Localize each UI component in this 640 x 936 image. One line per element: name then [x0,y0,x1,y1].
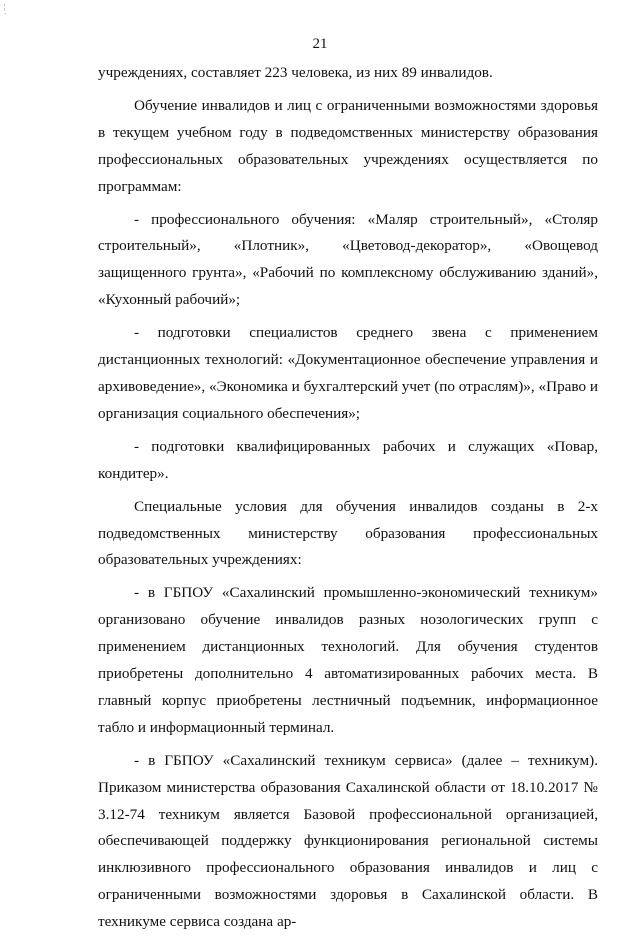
paragraph-1: учреждениях, составляет 223 человека, из них 89 инвалидов. [98,64,493,81]
scan-mark-icon: ¦ · [4,3,7,18]
paragraph-3: - профессионального обучения: «Маляр строительный», «Столяр строительный», «Плотник», «Цветовод-декоратор», «Овощевод защищенного грунта», «Рабочий по комплексному обслуживанию зданий», «Кухонный рабочий»; [98,210,598,309]
paragraph-6: Специальные условия для обучения инвалидов созданы в 2-х подведомственных министерству образования профессиональных образовательных учреждениях: [98,497,598,569]
paragraph-8: - в ГБПОУ «Сахалинский техникум сервиса» (далее – техникум). Приказом министерства образования Сахалинской области от 18.10.2017 № 3.12-74 техникум является Базовой профессиональной организацией, обеспечивающей поддержку функционирования региональной системы инклюзивного профессионального образования инвалидов и лиц с ограниченными возможностями здоровья в Сахалинской области. В техникуме сервиса создана ар- [98,751,598,931]
paragraph-2: Обучение инвалидов и лиц с ограниченными возможностями здоровья в текущем учебном году в подведомственных министерству образования профессиональных образовательных учреждениях осуществляется по программам: [98,96,598,195]
body-text [98,60,598,936]
paragraph-4: - подготовки специалистов среднего звена с применением дистанционных технологий: «Документационное обеспечение управления и архивоведение», «Экономика и бухгалтерский учет (по отраслям)», «Право и организация социального обеспечения»; [98,324,598,422]
paragraph-5: - подготовки квалифицированных рабочих и служащих «Повар, кондитер». [98,437,598,482]
paragraph-7: - в ГБПОУ «Сахалинский промышленно-экономический техникум» организовано обучение инвалидов разных нозологических групп с применением дистанционных технологий. Для обучения студентов приобретены дополнительно 4 автоматизированных рабочих места. В главный корпус приобретены лестничный подъемник, информационное табло и информационный терминал. [98,584,598,736]
page-number: 21 [312,36,328,52]
